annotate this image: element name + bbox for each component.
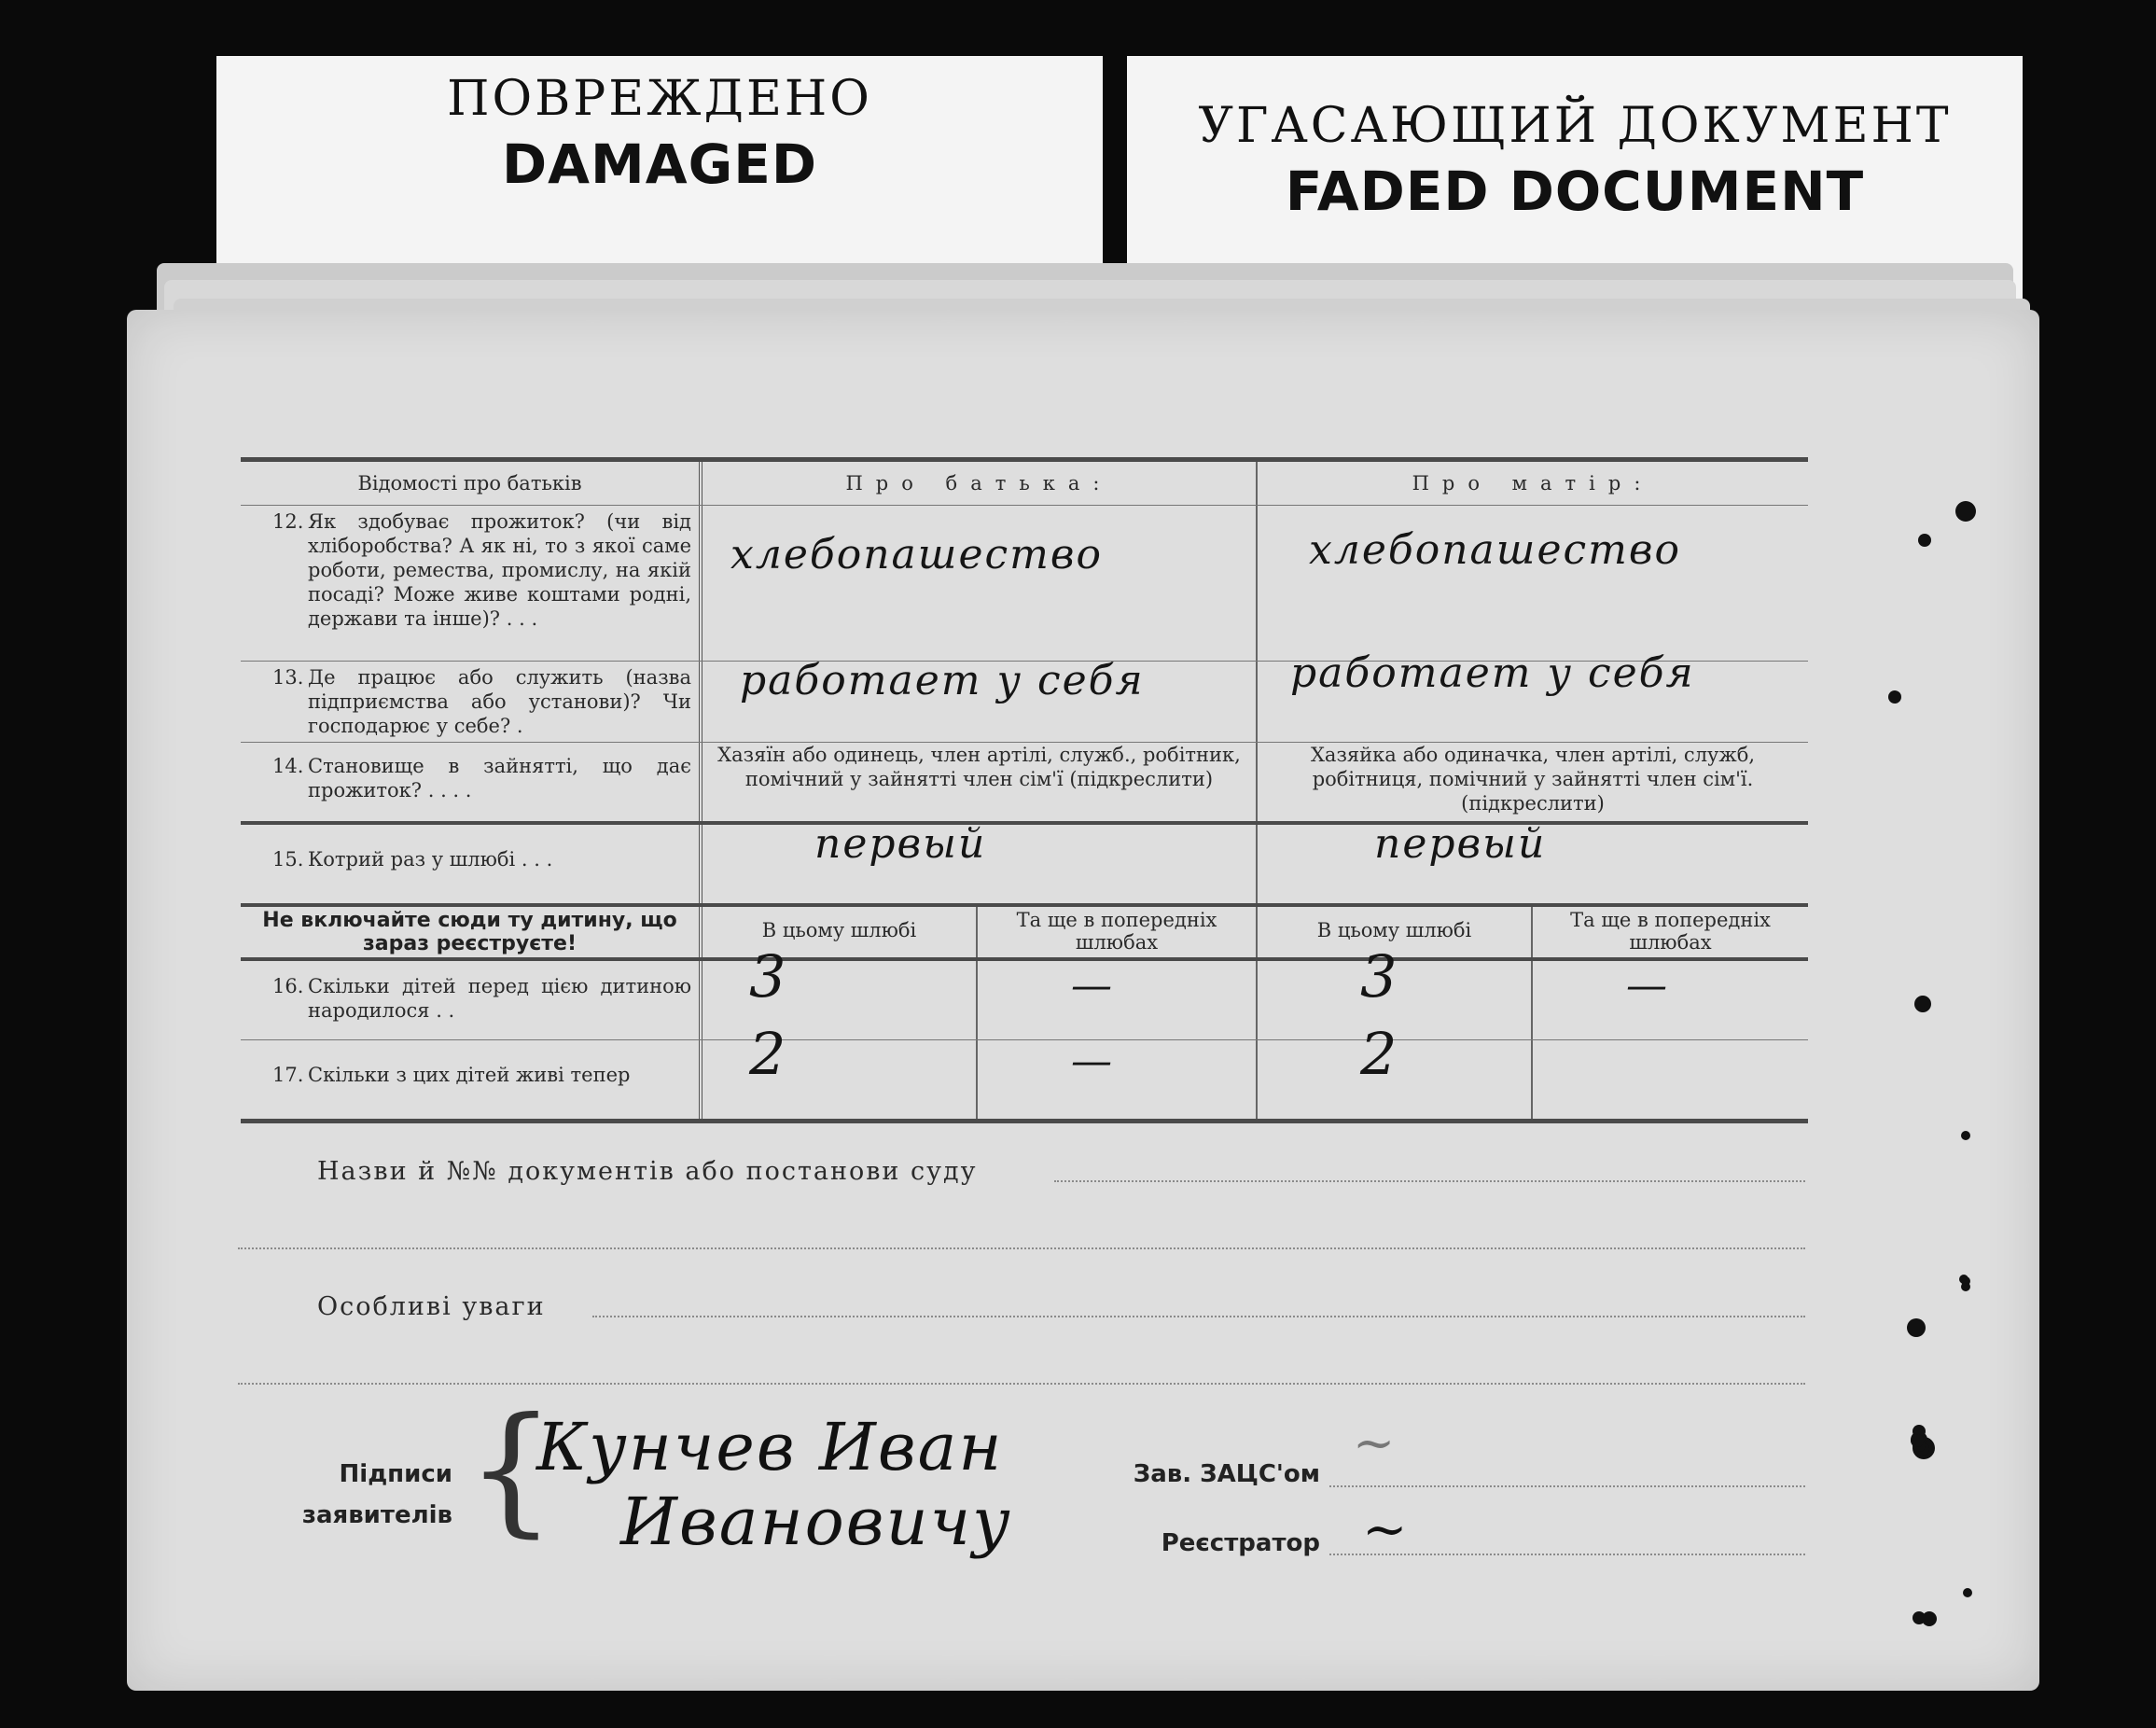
parents-info-table (241, 457, 1808, 1123)
father-previous-marriages: Та ще в попередніх шлюбах (978, 907, 1258, 957)
header-father: Про батька: (702, 462, 1258, 505)
handwritten-count: 2 (749, 1020, 788, 1088)
applicant-signature-line-2: Ивановичу (620, 1484, 1012, 1560)
question-14 (241, 743, 702, 821)
father-status-options: Хазяїн або одинець, член артілі, служб., робітник, помічний у зайнятті член сім'ї (підкреслити) (702, 743, 1258, 821)
row-number: 13. (272, 666, 304, 689)
applicants-signature-label (280, 1454, 452, 1536)
question-12 (241, 506, 702, 661)
mother-answer-12 (1258, 506, 1808, 661)
mother-in-this-marriage: В цьому шлюбі (1258, 907, 1533, 957)
handwritten-count: — (1071, 1038, 1114, 1085)
table-header-row (241, 462, 1808, 506)
row-number: 17. (272, 1064, 304, 1086)
applicants-label-line-1: Підписи (339, 1460, 452, 1488)
remarks-line (592, 1316, 1805, 1317)
head-registry-label: Зав. ЗАЦС'ом (1133, 1460, 1320, 1488)
mother-previous-marriages: Та ще в попередніх шлюбах (1570, 909, 1771, 954)
mother-living-this (1258, 1020, 1533, 1119)
handwritten-answer: работает у себя (740, 657, 1145, 704)
applicants-label-line-2: заявителів (301, 1501, 452, 1529)
question-text: Як здобуває прожиток? (чи від хліборобства? А як ні, то з якої саме роботи, ремества, промислу, на якій посаді? Може живе коштами родні, держави та інше)? . . . (308, 510, 691, 630)
father-living-this (702, 1020, 978, 1119)
mother-status-options: Хазяйка або одиначка, член артілі, служб, робітниця, помічний у зайнятті член сім'ї. (підкреслити) (1310, 744, 1756, 815)
registrar-label: Реєстратор (1161, 1529, 1320, 1557)
father-living-prev (978, 1040, 1258, 1119)
handwritten-count: 3 (1360, 942, 1399, 1010)
question-text: Скільки дітей перед цією дитиною народилося . . (308, 975, 691, 1022)
header-parents-info: Відомості про батьків (241, 462, 702, 505)
head-signature-scribble: ~ (1353, 1414, 1398, 1472)
binding-hole (1907, 1318, 1926, 1337)
question-17 (241, 1040, 702, 1119)
signature-brace: { (466, 1388, 556, 1551)
binding-hole (1913, 1611, 1926, 1624)
question-text: Де працює або служить (назва підприємства або установи)? Чи господарює у себе? . (308, 666, 691, 737)
handwritten-answer: первый (814, 820, 987, 868)
table-row (241, 1020, 1808, 1119)
header-mother: Про матір: (1412, 472, 1654, 495)
binding-hole (1918, 534, 1931, 547)
question-16 (241, 961, 702, 1039)
table-row (241, 942, 1808, 1040)
row-number: 14. (272, 755, 304, 777)
remarks-line-2 (238, 1383, 1805, 1385)
father-answer-12 (702, 506, 1258, 661)
handwritten-count: 3 (749, 942, 788, 1010)
question-13 (241, 662, 702, 742)
handwritten-answer: работает у себя (1290, 649, 1695, 697)
question-text: Скільки з цих дітей живі тепер (308, 1064, 631, 1086)
mother-children-prev (1533, 961, 1808, 1039)
handwritten-count: — (1626, 962, 1669, 1010)
father-children-prev (978, 961, 1258, 1039)
head-signature-line (1329, 1485, 1805, 1487)
table-row (241, 820, 1808, 907)
table-row (241, 506, 1808, 662)
damaged-label-ru: ПОВРЕЖДЕНО (447, 71, 872, 127)
binding-hole (1961, 1131, 1970, 1140)
father-children-this (702, 942, 978, 1039)
handwritten-answer: хлебопашество (1309, 526, 1681, 574)
documents-line-2 (238, 1247, 1805, 1249)
father-in-this-marriage: В цьому шлюбі (702, 907, 978, 957)
mother-living-prev (1533, 1040, 1808, 1119)
row-number: 12. (272, 510, 304, 533)
question-15 (241, 825, 702, 903)
row-number: 15. (272, 848, 304, 871)
binding-hole (1888, 690, 1901, 704)
damaged-label-en: DAMAGED (501, 132, 817, 196)
father-answer-15 (702, 820, 1258, 903)
question-text: Становище в зайнятті, що дає прожиток? . . . . (308, 755, 691, 801)
binding-hole (1963, 1588, 1972, 1597)
faded-label-en: FADED DOCUMENT (1285, 160, 1865, 223)
binding-hole (1914, 996, 1931, 1012)
children-subheader-row (241, 907, 1808, 961)
binding-hole (1959, 1275, 1968, 1284)
documents-line (1054, 1180, 1805, 1182)
damaged-label (216, 56, 1103, 289)
table-row (241, 649, 1808, 743)
row-number: 16. (272, 975, 304, 997)
documents-label: Назви й №№ документів або постанови суду (317, 1157, 978, 1186)
mother-answer-15 (1258, 820, 1808, 903)
handwritten-answer: первый (1374, 820, 1547, 868)
binding-hole (1955, 501, 1976, 522)
handwritten-count: 2 (1360, 1020, 1399, 1088)
handwritten-answer: хлебопашество (730, 531, 1103, 578)
binding-hole (1911, 1434, 1924, 1447)
handwritten-count: — (1071, 962, 1114, 1010)
mother-answer-13 (1258, 649, 1808, 742)
applicant-signature-line-1: Кунчев Иван (536, 1409, 1004, 1485)
registrar-signature-scribble: ~ (1362, 1498, 1410, 1561)
father-answer-13 (702, 657, 1258, 742)
table-row (241, 743, 1808, 825)
children-note: Не включайте сюди ту дитину, що зараз реєструєте! (241, 907, 702, 957)
question-text: Котрий раз у шлюбі . . . (308, 848, 553, 871)
faded-label-ru: УГАСАЮЩИЙ ДОКУМЕНТ (1198, 98, 1952, 154)
remarks-label: Особливі уваги (317, 1292, 546, 1321)
